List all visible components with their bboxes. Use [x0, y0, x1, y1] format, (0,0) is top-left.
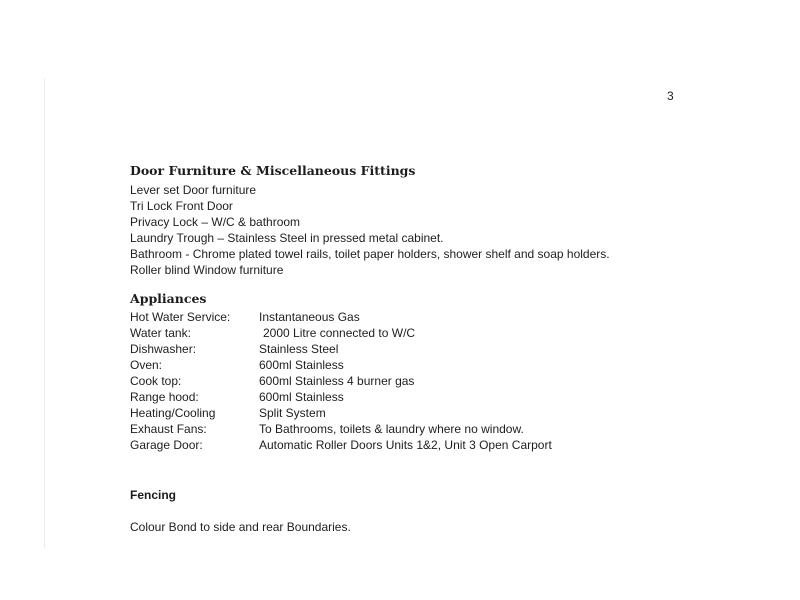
appliance-value: Stainless Steel [259, 342, 339, 356]
appliance-label: Range hood: [130, 390, 199, 404]
door-item-roller-blind: Roller blind Window furniture [130, 263, 284, 277]
appliance-label: Garage Door: [130, 438, 203, 452]
door-item-lever-set: Lever set Door furniture [130, 183, 257, 197]
door-item-tri-lock: Tri Lock Front Door [130, 199, 233, 213]
appliance-value: Split System [259, 406, 326, 420]
appliance-label: Cook top: [130, 374, 182, 388]
appliance-value: 600ml Stainless [259, 390, 344, 404]
door-item-privacy-lock: Privacy Lock – W/C & bathroom [130, 215, 301, 229]
scan-edge-line [44, 78, 45, 548]
appliances-heading: Appliances [130, 291, 207, 306]
fencing-text: Colour Bond to side and rear Boundaries. [130, 520, 351, 534]
appliance-value: Automatic Roller Doors Units 1&2, Unit 3 Open Carport [259, 438, 552, 452]
appliance-value: 600ml Stainless 4 burner gas [259, 374, 415, 388]
appliance-label: Dishwasher: [130, 342, 197, 356]
door-item-bathroom: Bathroom - Chrome plated towel rails, toilet paper holders, shower shelf and soap holders. [130, 247, 610, 261]
appliance-label: Hot Water Service: [130, 310, 231, 324]
door-item-laundry-trough: Laundry Trough – Stainless Steel in pressed metal cabinet. [130, 231, 444, 245]
appliance-value: 600ml Stainless [259, 358, 344, 372]
appliance-value: Instantaneous Gas [259, 310, 360, 324]
appliance-value: 2000 Litre connected to W/C [263, 326, 416, 340]
appliance-label: Oven: [130, 358, 163, 372]
fencing-heading: Fencing [130, 488, 177, 502]
appliance-label: Water tank: [130, 326, 191, 340]
page-number: 3 [667, 89, 674, 103]
appliance-label: Exhaust Fans: [130, 422, 207, 436]
door-furniture-heading: Door Furniture & Miscellaneous Fittings [130, 163, 416, 178]
appliance-label: Heating/Cooling [130, 406, 216, 420]
appliance-value: To Bathrooms, toilets & laundry where no window. [259, 422, 524, 436]
